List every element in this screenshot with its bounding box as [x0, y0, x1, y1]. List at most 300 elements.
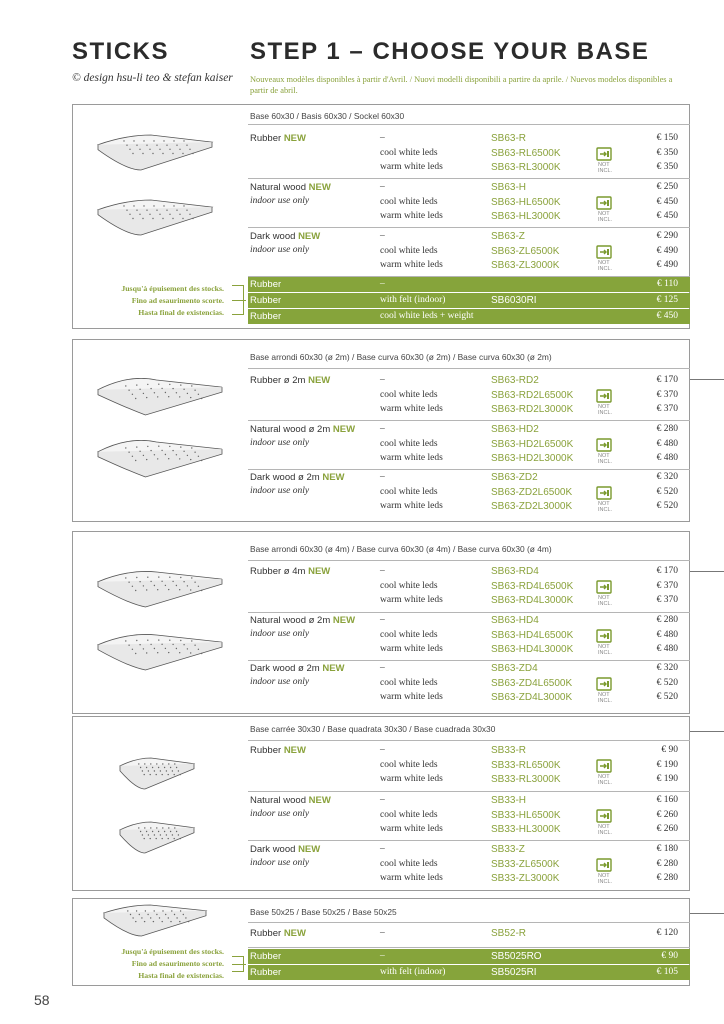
variant-label: Dark wood ø 2m	[250, 472, 320, 483]
power-adapter-icon	[596, 677, 612, 691]
article-code: SB6030RI	[491, 295, 537, 306]
option-label: warm white leds	[380, 404, 443, 414]
option-label: –	[380, 472, 385, 482]
article-code: SB33-Z	[491, 844, 525, 855]
article-code: SB63-ZD4L3000K	[491, 692, 573, 703]
not-included-line: INCL.	[598, 265, 613, 272]
not-included-note	[598, 404, 612, 416]
not-included-line: NOT	[598, 691, 610, 698]
row-divider	[248, 368, 690, 369]
option-label: cool white leds	[380, 629, 438, 640]
usage-note: indoor use only	[250, 858, 310, 868]
usage-note: indoor use only	[250, 245, 310, 255]
price-value: € 125	[656, 295, 678, 305]
design-credit: © design hsu-li teo & stefan kaiser	[72, 72, 233, 84]
price-value: € 520	[656, 677, 678, 688]
side-marker-line	[690, 731, 724, 732]
variant-name	[250, 743, 306, 758]
price-row	[248, 871, 690, 886]
variant-label: Rubber ø 2m	[250, 375, 306, 386]
price-value: € 490	[656, 260, 678, 270]
article-code: SB63-RL6500K	[491, 147, 561, 159]
power-adapter-icon	[596, 438, 612, 452]
not-included-note	[598, 644, 612, 656]
option-label: –	[380, 424, 385, 434]
base-30x30-sketch	[118, 756, 198, 804]
not-included-line: INCL.	[598, 697, 613, 704]
variant-label: Natural wood ø 2m	[250, 424, 331, 435]
option-label: cool white leds	[380, 580, 438, 591]
row-divider	[248, 922, 690, 923]
price-value: € 180	[656, 844, 678, 854]
variant-label: Rubber	[250, 311, 282, 322]
not-included-line: NOT	[598, 259, 610, 266]
row-divider	[248, 420, 690, 421]
article-code: SB63-ZL3000K	[491, 260, 560, 271]
not-included-line: INCL.	[598, 878, 613, 885]
option-label: with felt (indoor)	[380, 295, 446, 305]
not-included-note	[598, 260, 612, 272]
article-code: SB63-HD4L3000K	[491, 644, 574, 655]
side-marker-line	[690, 379, 724, 380]
not-included-note	[598, 162, 612, 174]
price-row	[248, 388, 690, 403]
new-badge: NEW	[283, 928, 306, 939]
power-adapter-icon	[596, 147, 612, 161]
article-code: SB63-HD2	[491, 424, 539, 435]
price-value: € 480	[656, 453, 678, 463]
not-included-note	[598, 774, 612, 786]
price-value: € 280	[656, 424, 678, 434]
article-code: SB33-ZL3000K	[491, 873, 560, 884]
price-row	[248, 772, 690, 787]
base-30x30-sketch	[118, 820, 198, 868]
price-value: € 280	[656, 873, 678, 883]
option-label: cool white leds	[380, 858, 438, 869]
new-badge: NEW	[308, 795, 331, 806]
not-included-line: NOT	[598, 773, 610, 780]
price-value: € 370	[656, 595, 678, 605]
availability-note: Nouveaux modèles disponibles à partir d'Avril. / Nuovi modelli disponibili a partire da aprile. / Nuevos modelos disponibles a partir de abril.	[250, 75, 673, 95]
stock-bracket-arrow	[232, 300, 246, 301]
base-60x30-sketch	[96, 133, 216, 185]
price-value: € 350	[656, 162, 678, 172]
base-50x25-sketch	[102, 903, 210, 951]
article-code: SB33-RL3000K	[491, 774, 561, 785]
price-row	[248, 579, 690, 594]
price-value: € 280	[656, 615, 678, 625]
price-row	[248, 180, 690, 195]
power-adapter-icon	[596, 858, 612, 872]
not-included-line: NOT	[598, 161, 610, 168]
option-label: cool white leds	[380, 389, 438, 400]
variant-label: Rubber	[250, 295, 282, 306]
option-label: –	[380, 375, 385, 385]
article-code: SB63-ZD2	[491, 472, 538, 483]
power-adapter-icon	[596, 486, 612, 500]
variant-label: Natural wood	[250, 795, 306, 806]
price-row	[248, 758, 690, 773]
price-value: € 520	[656, 486, 678, 497]
page-heading-step: STEP 1 – CHOOSE YOUR BASE	[250, 38, 650, 65]
base-rounded-2m-sketch	[96, 378, 226, 430]
option-label: warm white leds	[380, 211, 443, 221]
not-included-line: INCL.	[598, 458, 613, 465]
side-marker-line	[690, 913, 724, 914]
article-code: SB63-RD2	[491, 375, 539, 386]
not-included-line: NOT	[598, 823, 610, 830]
stock-note-line: Hasta final de existencias.	[138, 971, 224, 980]
price-row	[248, 661, 690, 676]
price-row	[248, 842, 690, 857]
variant-name	[250, 180, 331, 195]
variant-name	[250, 422, 355, 437]
article-code: SB5025RO	[491, 951, 542, 962]
price-row	[248, 676, 690, 691]
price-row	[248, 258, 690, 273]
article-code: SB52-R	[491, 928, 527, 939]
section-title: Base 50x25 / Base 50x25 / Base 50x25	[250, 907, 397, 917]
price-row	[248, 160, 690, 175]
not-included-line: NOT	[598, 452, 610, 459]
price-row	[248, 402, 690, 417]
option-label: cool white leds	[380, 759, 438, 770]
price-value: € 450	[656, 211, 678, 221]
price-row	[248, 593, 690, 608]
price-value: € 280	[656, 858, 678, 869]
price-row	[248, 926, 690, 941]
base-rounded-2m-sketch	[96, 440, 226, 492]
article-code: SB63-ZD4L6500K	[491, 677, 573, 689]
price-value: € 290	[656, 231, 678, 241]
base-60x30-sketch	[96, 198, 216, 250]
price-row	[248, 690, 690, 705]
clearance-row	[248, 293, 690, 308]
variant-name	[250, 926, 306, 941]
not-included-note	[598, 453, 612, 465]
new-badge: NEW	[308, 566, 331, 577]
price-row	[248, 209, 690, 224]
option-label: cool white leds	[380, 245, 438, 256]
page-number: 58	[34, 992, 50, 1008]
variant-label: Natural wood ø 2m	[250, 615, 331, 626]
price-row	[248, 822, 690, 837]
not-included-note	[598, 501, 612, 513]
article-code: SB63-HL6500K	[491, 196, 561, 208]
new-badge: NEW	[283, 133, 306, 144]
stock-note	[80, 946, 224, 982]
price-value: € 170	[656, 375, 678, 385]
option-label: –	[380, 182, 385, 192]
option-label: warm white leds	[380, 595, 443, 605]
new-badge: NEW	[332, 424, 356, 435]
power-adapter-icon	[596, 759, 612, 773]
stock-bracket-arrow	[232, 964, 246, 965]
price-row	[248, 642, 690, 657]
article-code: SB63-RD4L6500K	[491, 580, 574, 592]
price-row	[248, 422, 690, 437]
power-adapter-icon	[596, 389, 612, 403]
price-row	[248, 808, 690, 823]
price-value: € 450	[656, 311, 678, 321]
not-included-line: INCL.	[598, 167, 613, 174]
option-label: warm white leds	[380, 501, 443, 511]
price-value: € 90	[661, 745, 678, 755]
article-code: SB63-RD4	[491, 566, 539, 577]
clearance-row	[248, 309, 690, 324]
option-label: warm white leds	[380, 692, 443, 702]
not-included-note	[598, 873, 612, 885]
variant-label: Rubber	[250, 928, 282, 939]
price-row	[248, 793, 690, 808]
clearance-row	[248, 965, 690, 980]
variant-name	[250, 661, 345, 676]
article-code: SB63-H	[491, 182, 527, 193]
price-row	[248, 131, 690, 146]
article-code: SB63-RD2L6500K	[491, 389, 574, 401]
usage-note: indoor use only	[250, 438, 310, 448]
option-label: warm white leds	[380, 774, 443, 784]
price-value: € 160	[656, 795, 678, 805]
option-label: warm white leds	[380, 453, 443, 463]
not-included-line: INCL.	[598, 779, 613, 786]
stock-note-line: Jusqu'à épuisement des stocks.	[121, 284, 224, 293]
option-label: warm white leds	[380, 824, 443, 834]
article-code: SB63-R	[491, 133, 527, 144]
article-code: SB33-HL3000K	[491, 824, 561, 835]
article-code: SB63-ZL6500K	[491, 245, 560, 257]
option-label: –	[380, 615, 385, 625]
variant-name	[250, 470, 345, 485]
option-label: cool white leds + weight	[380, 311, 474, 321]
price-value: € 480	[656, 438, 678, 449]
option-label: with felt (indoor)	[380, 967, 446, 977]
stock-note	[80, 283, 224, 319]
row-divider	[248, 178, 690, 179]
section-title: Base arrondi 60x30 (ø 2m) / Base curva 60x30 (ø 2m) / Base curva 60x30 (ø 2m)	[250, 352, 552, 362]
power-adapter-icon	[596, 580, 612, 594]
variant-name	[250, 613, 355, 628]
new-badge: NEW	[298, 231, 321, 242]
variant-label: Rubber ø 4m	[250, 566, 306, 577]
new-badge: NEW	[322, 472, 345, 483]
article-code: SB63-HD4	[491, 615, 539, 626]
price-value: € 260	[656, 824, 678, 834]
power-adapter-icon	[596, 629, 612, 643]
variant-name	[250, 373, 330, 388]
option-label: cool white leds	[380, 809, 438, 820]
variant-label: Dark wood	[250, 844, 296, 855]
article-code: SB63-HD2L3000K	[491, 453, 574, 464]
price-value: € 320	[656, 663, 678, 673]
price-row	[248, 628, 690, 643]
option-label: –	[380, 231, 385, 241]
not-included-line: NOT	[598, 872, 610, 879]
variant-name	[250, 131, 306, 146]
price-row	[248, 146, 690, 161]
price-value: € 490	[656, 245, 678, 256]
option-label: –	[380, 566, 385, 576]
price-row	[248, 229, 690, 244]
price-row	[248, 451, 690, 466]
variant-label: Dark wood	[250, 231, 296, 242]
not-included-line: NOT	[598, 403, 610, 410]
row-divider	[248, 124, 690, 125]
clearance-row	[248, 949, 690, 964]
not-included-line: INCL.	[598, 216, 613, 223]
article-code: SB33-ZL6500K	[491, 858, 560, 870]
price-value: € 370	[656, 404, 678, 414]
option-label: cool white leds	[380, 196, 438, 207]
option-label: –	[380, 951, 385, 961]
article-code: SB63-HD4L6500K	[491, 629, 574, 641]
variant-label: Rubber	[250, 951, 282, 962]
article-code: SB33-HL6500K	[491, 809, 561, 821]
price-value: € 520	[656, 692, 678, 702]
article-code: SB63-ZD2L3000K	[491, 501, 573, 512]
not-included-line: NOT	[598, 643, 610, 650]
base-rounded-4m-sketch	[96, 633, 226, 685]
stock-note-line: Hasta final de existencias.	[138, 308, 224, 317]
power-adapter-icon	[596, 809, 612, 823]
price-value: € 370	[656, 389, 678, 400]
price-row	[248, 857, 690, 872]
row-divider	[248, 840, 690, 841]
page-heading-sticks: STICKS	[72, 38, 170, 65]
new-badge: NEW	[283, 745, 306, 756]
variant-label: Natural wood	[250, 182, 306, 193]
row-divider	[248, 227, 690, 228]
price-row	[248, 437, 690, 452]
variant-label: Rubber	[250, 745, 282, 756]
clearance-row	[248, 277, 690, 292]
variant-name	[250, 229, 320, 244]
stock-note-line: Jusqu'à épuisement des stocks.	[121, 947, 224, 956]
new-badge: NEW	[332, 615, 356, 626]
new-badge: NEW	[308, 182, 331, 193]
usage-note: indoor use only	[250, 677, 310, 687]
base-rounded-4m-sketch	[96, 570, 226, 622]
stock-note-line: Fino ad esaurimento scorte.	[131, 296, 224, 305]
price-value: € 250	[656, 182, 678, 192]
price-value: € 120	[656, 928, 678, 938]
price-row	[248, 499, 690, 514]
not-included-note	[598, 692, 612, 704]
not-included-line: INCL.	[598, 506, 613, 513]
variant-label: Rubber	[250, 279, 282, 290]
price-value: € 150	[656, 133, 678, 143]
price-value: € 260	[656, 809, 678, 820]
article-code: SB63-RL3000K	[491, 162, 561, 173]
article-code: SB63-Z	[491, 231, 525, 242]
section-title: Base arrondi 60x30 (ø 4m) / Base curva 60x30 (ø 4m) / Base curva 60x30 (ø 4m)	[250, 544, 552, 554]
not-included-note	[598, 211, 612, 223]
row-divider	[248, 791, 690, 792]
option-label: warm white leds	[380, 644, 443, 654]
option-label: cool white leds	[380, 486, 438, 497]
option-label: warm white leds	[380, 260, 443, 270]
article-code: SB63-HL3000K	[491, 211, 561, 222]
new-badge: NEW	[298, 844, 321, 855]
price-value: € 110	[656, 279, 678, 289]
option-label: –	[380, 279, 385, 289]
usage-note: indoor use only	[250, 486, 310, 496]
section-title: Base 60x30 / Basis 60x30 / Sockel 60x30	[250, 111, 405, 121]
power-adapter-icon	[596, 196, 612, 210]
option-label: –	[380, 795, 385, 805]
price-value: € 90	[661, 951, 678, 961]
variant-name	[250, 564, 330, 579]
price-row	[248, 244, 690, 259]
price-value: € 450	[656, 196, 678, 207]
not-included-line: NOT	[598, 210, 610, 217]
new-badge: NEW	[308, 375, 331, 386]
option-label: –	[380, 133, 385, 143]
variant-label: Rubber	[250, 967, 282, 978]
not-included-line: INCL.	[598, 829, 613, 836]
price-row	[248, 195, 690, 210]
article-code: SB33-RL6500K	[491, 759, 561, 771]
price-value: € 170	[656, 566, 678, 576]
price-row	[248, 470, 690, 485]
usage-note: indoor use only	[250, 196, 310, 206]
stock-note-line: Fino ad esaurimento scorte.	[131, 959, 224, 968]
price-value: € 105	[656, 967, 678, 977]
variant-name	[250, 842, 320, 857]
not-included-line: NOT	[598, 594, 610, 601]
article-code: SB5025RI	[491, 967, 537, 978]
not-included-line: INCL.	[598, 600, 613, 607]
power-adapter-icon	[596, 245, 612, 259]
price-value: € 350	[656, 147, 678, 158]
row-divider	[248, 740, 690, 741]
option-label: cool white leds	[380, 438, 438, 449]
price-row	[248, 613, 690, 628]
option-label: –	[380, 928, 385, 938]
price-value: € 190	[656, 774, 678, 784]
variant-name	[250, 793, 331, 808]
price-row	[248, 743, 690, 758]
option-label: warm white leds	[380, 873, 443, 883]
price-value: € 520	[656, 501, 678, 511]
option-label: –	[380, 663, 385, 673]
price-value: € 480	[656, 629, 678, 640]
price-value: € 480	[656, 644, 678, 654]
article-code: SB33-H	[491, 795, 527, 806]
article-code: SB63-ZD4	[491, 663, 538, 674]
option-label: –	[380, 745, 385, 755]
price-value: € 190	[656, 759, 678, 770]
price-row	[248, 373, 690, 388]
article-code: SB63-RD2L3000K	[491, 404, 574, 415]
variant-label: Dark wood ø 2m	[250, 663, 320, 674]
option-label: –	[380, 844, 385, 854]
article-code: SB63-RD4L3000K	[491, 595, 574, 606]
article-code: SB33-R	[491, 745, 527, 756]
article-code: SB63-ZD2L6500K	[491, 486, 573, 498]
new-badge: NEW	[322, 663, 345, 674]
row-divider	[248, 947, 690, 948]
article-code: SB63-HD2L6500K	[491, 438, 574, 450]
section-title: Base carrée 30x30 / Base quadrata 30x30 / Base cuadrada 30x30	[250, 724, 496, 734]
not-included-line: INCL.	[598, 409, 613, 416]
option-label: cool white leds	[380, 677, 438, 688]
not-included-note	[598, 824, 612, 836]
variant-label: Rubber	[250, 133, 282, 144]
option-label: cool white leds	[380, 147, 438, 158]
price-row	[248, 485, 690, 500]
price-row	[248, 564, 690, 579]
